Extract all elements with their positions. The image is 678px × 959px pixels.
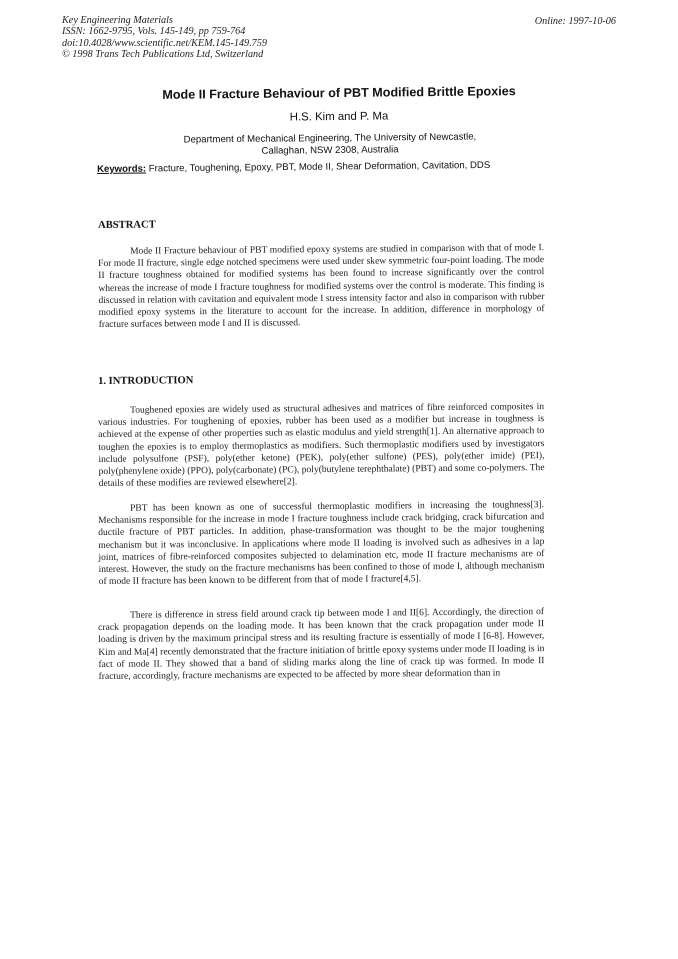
affiliation [0,130,660,161]
online-date: Online: 1997-10-06 [534,16,616,27]
keywords-label: Keywords: [97,163,147,175]
affiliation-line-2: Callaghan, NSW 2308, Australia [261,144,399,157]
affiliation-line-1: Department of Mechanical Engineering, The University of Newcastle, [183,131,477,146]
intro-paragraph-1: Toughened epoxies are widely used as structural adhesives and matrices of fibre reinforced composites in various industries. For toughening of epoxies, rubber has been used as a modifier but increase in toughness is achieved at the expense of other properties such as elastic modulus and yield strength[1]. An alternative approach to toughen the epoxies is to employ thermoplastics as modifiers. Such thermoplastic modifiers used by investigators include polysulfone (PSF), poly(ether ketone) (PEK), poly(ether sulfone) (PES), poly(ether imide) (PEI), poly(phenylene oxide) (PPO), poly(carbonate) (PC), poly(butylene terephthalate) (PBT) and some co-polymers. The details of these modifies are reviewed elsewhere[2]. [98,401,545,490]
copyright-line: © 1998 Trans Tech Publications Ltd, Switzerland [62,49,264,61]
doi-line: doi:10.4028/www.scientific.net/KEM.145-149.759 [62,37,267,49]
keywords-list: Fracture, Toughening, Epoxy, PBT, Mode II, Shear Deformation, Cavitation, DDS [148,159,491,175]
intro-paragraph-2: PBT has been known as one of successful thermoplastic modifiers in increasing the toughness[3]. Mechanisms responsible for the increase in mode I fracture toughness include crack bridging, crack bifurcation and ductile fracture of PBT particles. In addition, phase-transformation was thought to be the major toughening mechanism but it was inconclusive. In applications where mode II loading is involved such as adhesives in a lap joint, matrices of fibre-reinforced composites subjected to delamination etc, mode II fracture mechanisms are of interest. However, the study on the fracture mechanisms has been confined to those of mode I, although mechanism of mode II fracture has been known to be different from that of mode I fracture[4,5]. [98,499,545,588]
journal-name: Key Engineering Materials [62,15,173,26]
issn-line: ISSN: 1662-9795, Vols. 145-149, pp 759-764 [62,26,246,38]
intro-paragraph-3: There is difference in stress field around crack tip between mode I and II[6]. Accordingly, the direction of crack propagation depends on the loading mode. It has been known that the crack propagation under mode II loading is driven by the maximum principal stress and its resulting fracture is essentially of mode I [6-8]. However, Kim and Ma[4] recently demonstrated that the fracture initiation of brittle epoxy systems under mode II loading is in fact of mode II. They showed that a band of sliding marks along the line of crack tip was formed. In mode II fracture, accordingly, fracture mechanisms are expected to be affected by more shear deformation than in [98,606,545,683]
introduction-heading: 1. INTRODUCTION [98,375,194,387]
abstract-heading: ABSTRACT [98,219,156,231]
journal-header [62,15,267,61]
paper-authors: H.S. Kim and P. Ma [289,110,389,124]
abstract-text: Mode II Fracture behaviour of PBT modified epoxy systems are studied in comparison with that of mode I. For mode II fracture, single edge notched specimens were used under skew symmetric four-point loading. The mode II fracture toughness obtained for modified systems has been found to increase significantly over the control whereas the increase of mode I fracture toughness for modified systems over the control is moderate. This finding is discussed in relation with cavitation and equivalent mode I stress intensity factor and also in comparison with rubber modified epoxy systems in the literature to account for the increase. In addition, difference in morphology of fracture surfaces between mode I and II is discussed. [98,242,545,331]
paper-title: Mode II Fracture Behaviour of PBT Modified Brittle Epoxies [162,84,516,102]
keywords [97,159,567,175]
